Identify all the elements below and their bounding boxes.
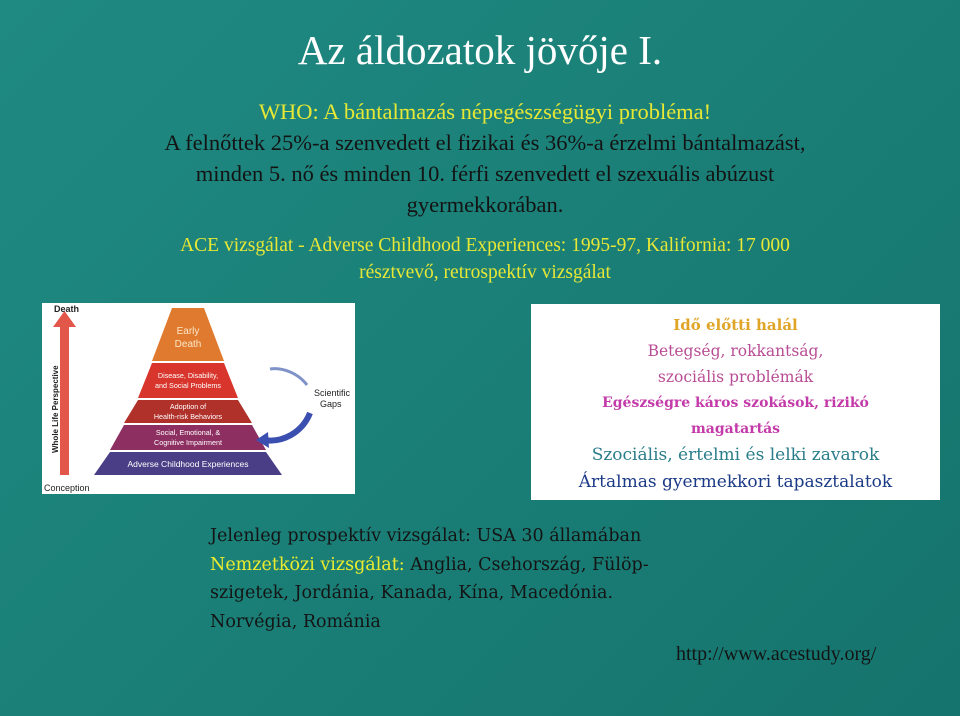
legend-disease-2: szociális problémák bbox=[657, 368, 814, 386]
gaps-label-1: Scientific bbox=[314, 388, 351, 398]
acestudy-link[interactable]: http://www.acestudy.org/ bbox=[676, 643, 877, 665]
gaps-arrow-upper-icon bbox=[270, 369, 307, 385]
who-line: WHO: A bántalmazás népegészségügyi probléma! bbox=[258, 99, 712, 124]
bottom-text bbox=[210, 522, 770, 636]
level5-line1: Adverse Childhood Experiences bbox=[127, 459, 249, 469]
legend-risk-1: Egészségre káros szokások, rizikó bbox=[602, 395, 869, 411]
gaps-arrow-icon bbox=[264, 413, 310, 441]
international-countries-1: Anglia, Csehország, Fülöp- bbox=[404, 554, 649, 575]
intro-text bbox=[70, 96, 900, 220]
level4-line1: Social, Emotional, & bbox=[155, 428, 221, 437]
level3-line1: Adoption of bbox=[169, 402, 207, 411]
international-line bbox=[210, 551, 770, 580]
death-label: Death bbox=[54, 304, 80, 314]
international-label: Nemzetközi vizsgálat: bbox=[210, 554, 405, 575]
international-countries-2: szigetek, Jordánia, Kanada, Kína, Macedónia. bbox=[210, 583, 614, 603]
whole-life-label: Whole Life Perspective bbox=[51, 365, 60, 453]
prospective-line: Jelenleg prospektív vizsgálat: USA 30 államában bbox=[210, 526, 642, 546]
conception-label: Conception bbox=[44, 483, 90, 493]
adult-line-3: gyermekkorában. bbox=[406, 192, 564, 217]
ace-line-2: résztvevő, retrospektív vizsgálat bbox=[359, 262, 611, 283]
adult-line-2: minden 5. nő és minden 10. férfi szenvedett el szexuális abúzust bbox=[195, 161, 775, 186]
legend-ace: Ártalmas gyermekkori tapasztalatok bbox=[578, 472, 893, 492]
adult-line-1: A felnőttek 25%-a szenvedett el fizikai és 36%-a érzelmi bántalmazást, bbox=[164, 130, 806, 155]
legend-disease-1: Betegség, rokkantság, bbox=[647, 342, 824, 360]
international-countries-3: Norvégia, Románia bbox=[210, 611, 381, 632]
ace-study-text bbox=[70, 232, 900, 286]
life-arrow-shaft bbox=[60, 325, 69, 475]
slide-title: Az áldozatok jövője I. bbox=[297, 27, 663, 73]
level2-line2: and Social Problems bbox=[155, 381, 221, 390]
legend-early-death: Idő előtti halál bbox=[673, 316, 798, 334]
pyramid-legend-box bbox=[531, 304, 940, 500]
level2-line1: Disease, Disability, bbox=[157, 371, 219, 380]
ace-line-1: ACE vizsgálat - Adverse Childhood Experiences: 1995-97, Kalifornia: 17 000 bbox=[180, 235, 790, 256]
legend-impairment: Szociális, értelmi és lelki zavarok bbox=[591, 445, 880, 465]
gaps-label-2: Gaps bbox=[320, 399, 342, 409]
level3-line2: Health-risk Behaviors bbox=[153, 412, 223, 421]
ace-pyramid-image bbox=[42, 303, 355, 494]
level4-line2: Cognitive Impairment bbox=[154, 438, 222, 447]
level1-line1: Early bbox=[176, 326, 200, 337]
legend-risk-2: magatartás bbox=[690, 421, 781, 437]
level1-line2: Death bbox=[174, 339, 202, 350]
